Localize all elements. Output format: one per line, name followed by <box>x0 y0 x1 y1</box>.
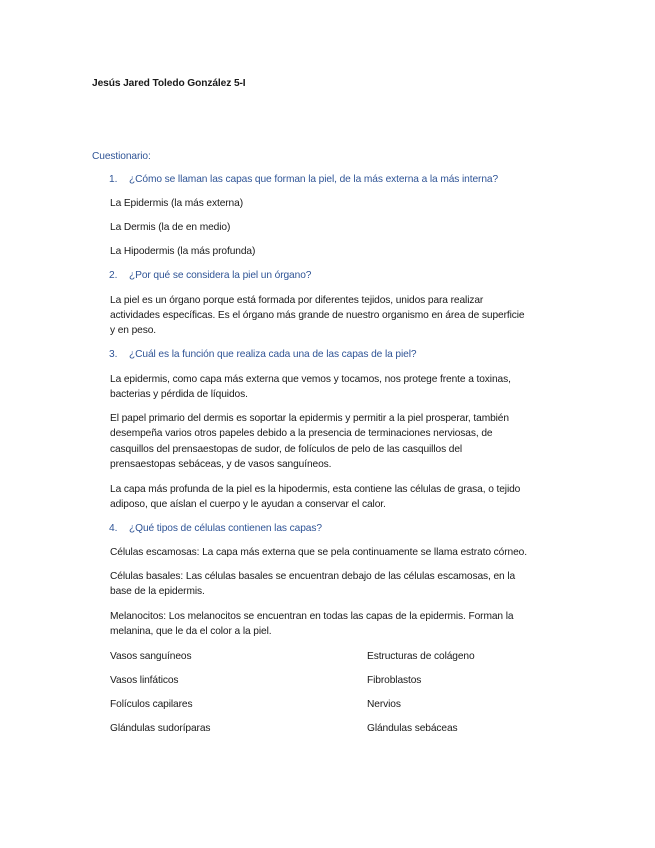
answer-2-line: actividades específicas. Es el órgano más grande de nuestro organismo en área de superficie <box>110 310 525 321</box>
answer-3-paragraph-3: adiposo, que aíslan el cuerpo y le ayudan a conservar el calor. <box>110 499 386 510</box>
cell-list-right-item: Estructuras de colágeno <box>367 651 475 662</box>
answer-1-item: La Dermis (la de en medio) <box>110 222 231 233</box>
question-1-number: 1. <box>109 174 118 185</box>
question-2-number: 2. <box>109 270 118 281</box>
cell-list-left-item: Folículos capilares <box>110 699 193 710</box>
answer-1-item: La Hipodermis (la más profunda) <box>110 246 256 257</box>
answer-4-paragraph-1: Células escamosas: La capa más externa que se pela continuamente se llama estrato córneo. <box>110 547 527 558</box>
author-name: Jesús Jared Toledo González 5-I <box>92 78 246 89</box>
answer-4-paragraph-2: base de la epidermis. <box>110 586 205 597</box>
answer-1-item: La Epidermis (la más externa) <box>110 198 243 209</box>
cell-list-right-item: Glándulas sebáceas <box>367 723 458 734</box>
cell-list-right-item: Nervios <box>367 699 401 710</box>
answer-4-paragraph-2: Células basales: Las células basales se encuentran debajo de las células escamosas, en la <box>110 571 516 582</box>
question-1-text: ¿Cómo se llaman las capas que forman la piel, de la más externa a la más interna? <box>129 174 499 185</box>
answer-3-paragraph-2: casquillos del prensaestopas de sudor, de folículos de pelo de las casquillos del <box>110 444 463 455</box>
answer-3-paragraph-3: La capa más profunda de la piel es la hipodermis, esta contiene las células de grasa, o tejido <box>110 484 521 495</box>
answer-3-paragraph-2: prensaestopas sebáceas, y de vasos sanguíneos. <box>110 459 332 470</box>
answer-4-paragraph-3: Melanocitos: Los melanocitos se encuentran en todas las capas de la epidermis. Forman la <box>110 611 514 622</box>
cell-list-left-item: Vasos sanguíneos <box>110 651 192 662</box>
cell-list-left-item: Glándulas sudoríparas <box>110 723 211 734</box>
question-3-text: ¿Cuál es la función que realiza cada una de las capas de la piel? <box>129 349 417 360</box>
question-4-number: 4. <box>109 523 118 534</box>
answer-2-line: La piel es un órgano porque está formada por diferentes tejidos, unidos para realizar <box>110 295 484 306</box>
question-4-text: ¿Qué tipos de células contienen las capas? <box>129 523 322 534</box>
answer-3-paragraph-2: El papel primario del dermis es soportar la epidermis y permitir a la piel prosperar, también <box>110 413 509 424</box>
section-title: Cuestionario: <box>92 151 151 162</box>
answer-3-paragraph-1: bacterias y pérdida de líquidos. <box>110 389 248 400</box>
cell-list-right-item: Fibroblastos <box>367 675 422 686</box>
cell-list-left-item: Vasos linfáticos <box>110 675 179 686</box>
answer-3-paragraph-2: desempeña varios otros papeles debido a la presencia de terminaciones nerviosas, de <box>110 428 493 439</box>
answer-2-line: y en peso. <box>110 325 157 336</box>
answer-4-paragraph-3: melanina, que le da el color a la piel. <box>110 626 272 637</box>
question-2-text: ¿Por qué se considera la piel un órgano? <box>129 270 312 281</box>
answer-3-paragraph-1: La epidermis, como capa más externa que vemos y tocamos, nos protege frente a toxinas, <box>110 374 511 385</box>
question-3-number: 3. <box>109 349 118 360</box>
